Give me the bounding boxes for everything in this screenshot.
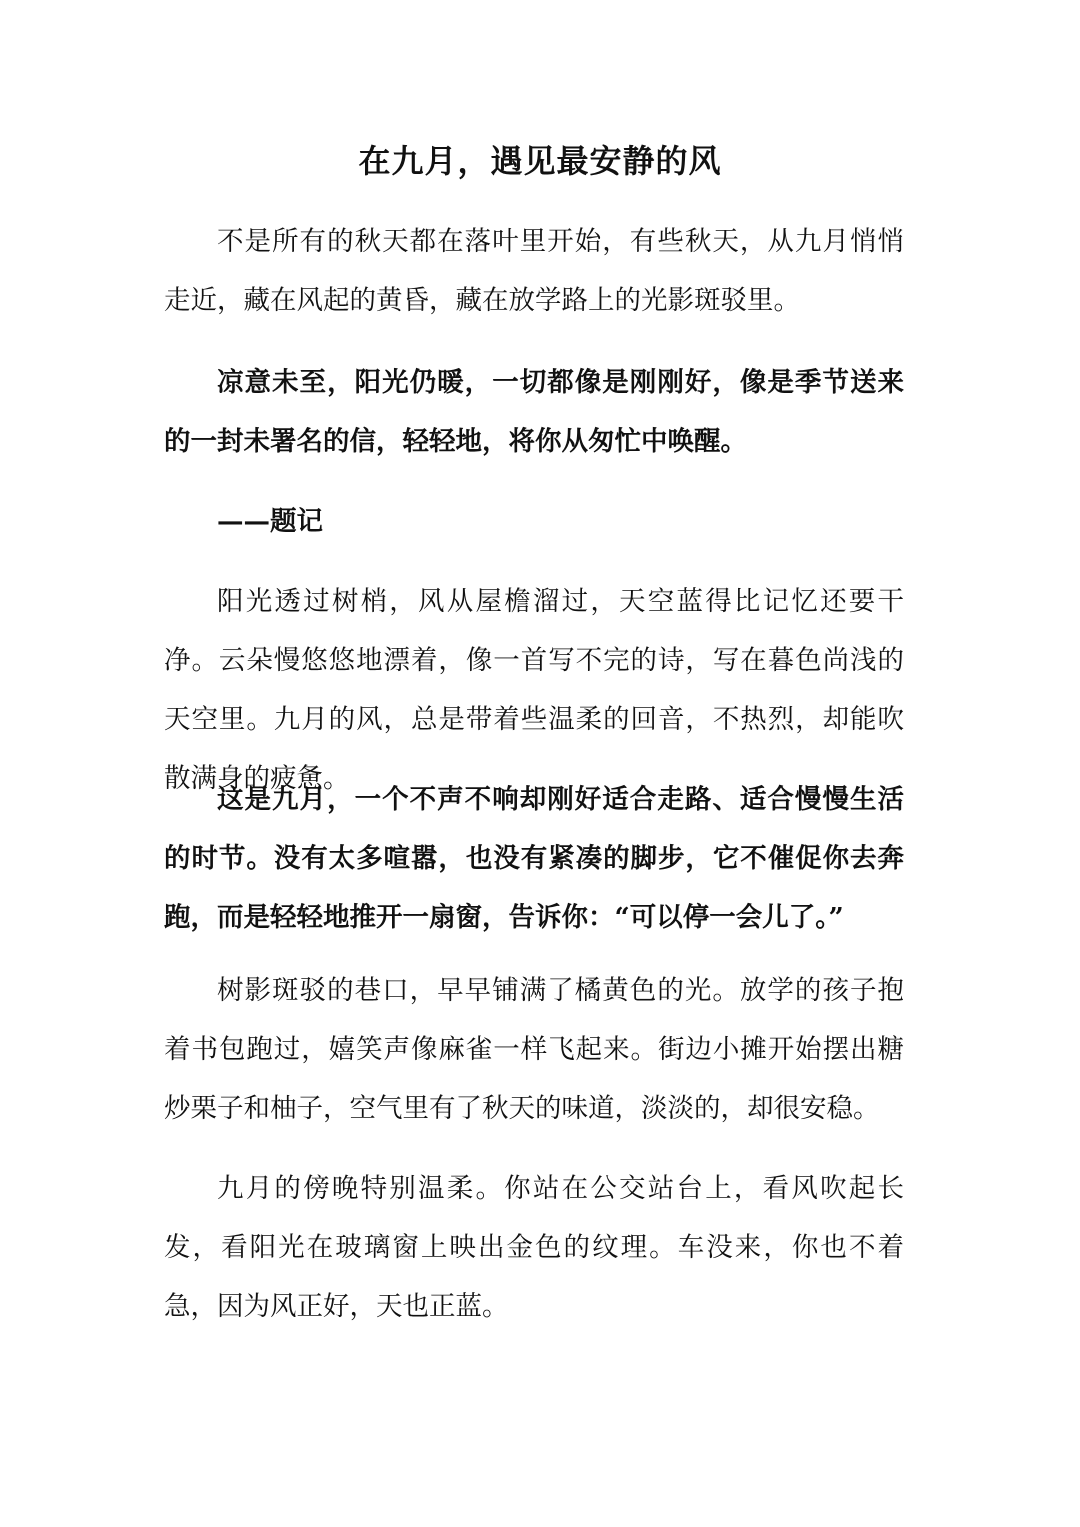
document-title: 在九月，遇见最安静的风: [358, 142, 722, 180]
paragraph-intro: 不是所有的秋天都在落叶里开始，有些秋天，从九月悄悄走近，藏在风起的黄昏，藏在放学路上的光影斑驳里。: [164, 226, 904, 316]
epigraph-attribution: ——题记: [217, 506, 323, 537]
paragraph-alley: 树影斑驳的巷口，早早铺满了橘黄色的光。放学的孩子抱着书包跑过，嬉笑声像麻雀一样飞起来。街边小摊开始摆出糖炒栗子和柚子，空气里有了秋天的味道，淡淡的，却很安稳。: [164, 975, 904, 1124]
paragraph-epigraph: 凉意未至，阳光仍暖，一切都像是刚刚好，像是季节送来的一封未署名的信，轻轻地，将你从匆忙中唤醒。: [164, 367, 904, 457]
paragraph-september: 这是九月，一个不声不响却刚好适合走路、适合慢慢生活的时节。没有太多喧嚣，也没有紧凑的脚步，它不催促你去奔跑，而是轻轻地推开一扇窗，告诉你：“可以停一会儿了。”: [164, 784, 904, 933]
paragraph-sky: 阳光透过树梢，风从屋檐溜过，天空蓝得比记忆还要干净。云朵慢悠悠地漂着，像一首写不完的诗，写在暮色尚浅的天空里。九月的风，总是带着些温柔的回音，不热烈，却能吹散满身的疲惫。: [164, 586, 904, 794]
paragraph-evening: 九月的傍晚特别温柔。你站在公交站台上，看风吹起长发，看阳光在玻璃窗上映出金色的纹理。车没来，你也不着急，因为风正好，天也正蓝。: [164, 1173, 904, 1322]
